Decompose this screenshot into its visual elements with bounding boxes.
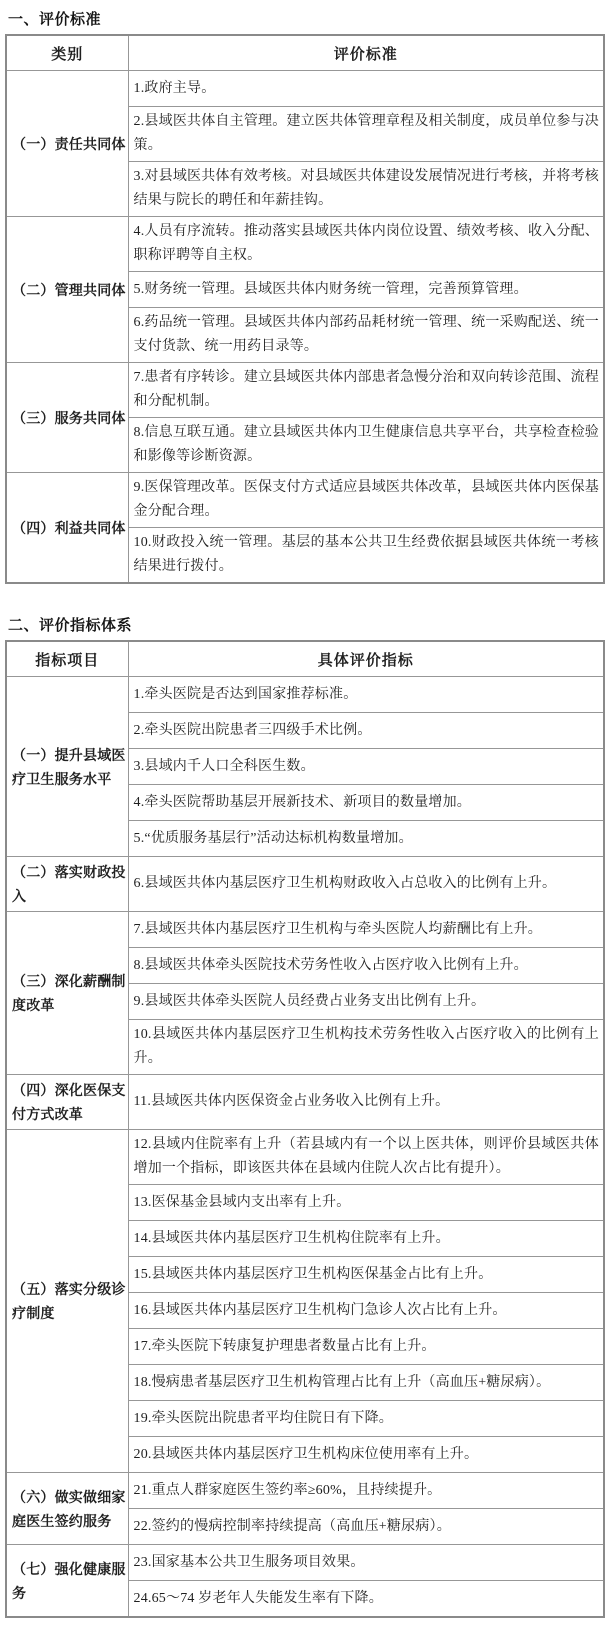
table-row — [6, 677, 604, 713]
indicator-cell: 9.县域医共体牵头医院人员经费占业务支出比例有上升。 — [128, 984, 604, 1020]
section1-title: 一、评价标准 — [8, 11, 102, 28]
header-cell-standard: 评价标准 — [128, 35, 604, 71]
category-cell: （四）深化医保支付方式改革 — [6, 1075, 128, 1130]
category-cell: （三）服务共同体 — [6, 363, 128, 473]
category-cell: （六）做实做细家庭医生签约服务 — [6, 1473, 128, 1545]
indicator-cell: 17.牵头医院下转康复护理患者数量占比有上升。 — [128, 1329, 604, 1365]
indicator-cell: 4.牵头医院帮助基层开展新技术、新项目的数量增加。 — [128, 785, 604, 821]
category-cell: （二）落实财政投入 — [6, 857, 128, 912]
indicator-cell: 20.县域医共体内基层医疗卫生机构床位使用率有上升。 — [128, 1437, 604, 1473]
criteria-cell: 8.信息互联互通。建立县域医共体内卫生健康信息共享平台，共享检查检验和影像等诊断资源。 — [128, 418, 604, 473]
table-row — [6, 912, 604, 948]
indicator-cell: 14.县域医共体内基层医疗卫生机构住院率有上升。 — [128, 1221, 604, 1257]
indicator-cell: 1.牵头医院是否达到国家推荐标准。 — [128, 677, 604, 713]
table-row — [6, 473, 604, 528]
criteria-cell: 1.政府主导。 — [128, 71, 604, 107]
indicator-cell: 16.县域医共体内基层医疗卫生机构门急诊人次占比有上升。 — [128, 1293, 604, 1329]
criteria-cell: 10.财政投入统一管理。基层的基本公共卫生经费依据县域医共体统一考核结果进行拨付。 — [128, 528, 604, 584]
table-row — [6, 1130, 604, 1185]
indicator-cell: 24.65～74 岁老年人失能发生率有下降。 — [128, 1581, 604, 1618]
table-row — [6, 1473, 604, 1509]
header-cell-indicator-project: 指标项目 — [6, 641, 128, 677]
evaluation-standards-table — [5, 34, 605, 584]
category-cell: （七）强化健康服务 — [6, 1545, 128, 1618]
indicator-cell: 18.慢病患者基层医疗卫生机构管理占比有上升（高血压+糖尿病）。 — [128, 1365, 604, 1401]
header-cell-specific-indicator: 具体评价指标 — [128, 641, 604, 677]
indicator-cell: 10.县域医共体内基层医疗卫生机构技术劳务性收入占医疗收入的比例有上升。 — [128, 1020, 604, 1075]
table-row — [6, 1545, 604, 1581]
category-cell: （三）深化薪酬制度改革 — [6, 912, 128, 1075]
indicator-cell: 12.县域内住院率有上升（若县域内有一个以上医共体，则评价县域医共体增加一个指标，即该医共体在县域内住院人次占比有提升）。 — [128, 1130, 604, 1185]
indicator-cell: 7.县域医共体内基层医疗卫生机构与牵头医院人均薪酬比有上升。 — [128, 912, 604, 948]
indicator-cell: 3.县域内千人口全科医生数。 — [128, 749, 604, 785]
table-row — [6, 71, 604, 107]
criteria-cell: 5.财务统一管理。县域医共体内财务统一管理，完善预算管理。 — [128, 272, 604, 308]
indicator-cell: 21.重点人群家庭医生签约率≥60%，且持续提升。 — [128, 1473, 604, 1509]
section2-title: 二、评价指标体系 — [8, 617, 133, 634]
criteria-cell: 2.县域医共体自主管理。建立医共体管理章程及相关制度，成员单位参与决策。 — [128, 107, 604, 162]
criteria-cell: 4.人员有序流转。推动落实县域医共体内岗位设置、绩效考核、收入分配、职称评聘等自主权。 — [128, 217, 604, 272]
indicator-cell: 2.牵头医院出院患者三四级手术比例。 — [128, 713, 604, 749]
indicator-cell: 5.“优质服务基层行”活动达标机构数量增加。 — [128, 821, 604, 857]
table-header-row — [6, 641, 604, 677]
indicator-cell: 13.医保基金县域内支出率有上升。 — [128, 1185, 604, 1221]
indicator-cell: 11.县域医共体内医保资金占业务收入比例有上升。 — [128, 1075, 604, 1130]
category-cell: （一）提升县域医疗卫生服务水平 — [6, 677, 128, 857]
indicator-cell: 6.县域医共体内基层医疗卫生机构财政收入占总收入的比例有上升。 — [128, 857, 604, 912]
table-row — [6, 217, 604, 272]
indicator-cell: 22.签约的慢病控制率持续提高（高血压+糖尿病）。 — [128, 1509, 604, 1545]
category-cell: （一）责任共同体 — [6, 71, 128, 217]
criteria-cell: 3.对县域医共体有效考核。对县域医共体建设发展情况进行考核，并将考核结果与院长的聘任和年薪挂钩。 — [128, 162, 604, 217]
criteria-cell: 7.患者有序转诊。建立县域医共体内部患者急慢分治和双向转诊范围、流程和分配机制。 — [128, 363, 604, 418]
table-row — [6, 857, 604, 912]
indicator-system-table — [5, 640, 605, 1618]
header-cell-category: 类别 — [6, 35, 128, 71]
table-row — [6, 363, 604, 418]
indicator-cell: 8.县域医共体牵头医院技术劳务性收入占医疗收入比例有上升。 — [128, 948, 604, 984]
criteria-cell: 9.医保管理改革。医保支付方式适应县域医共体改革，县域医共体内医保基金分配合理。 — [128, 473, 604, 528]
indicator-cell: 23.国家基本公共卫生服务项目效果。 — [128, 1545, 604, 1581]
category-cell: （四）利益共同体 — [6, 473, 128, 584]
category-cell: （二）管理共同体 — [6, 217, 128, 363]
category-cell: （五）落实分级诊疗制度 — [6, 1130, 128, 1473]
criteria-cell: 6.药品统一管理。县域医共体内部药品耗材统一管理、统一采购配送、统一支付货款、统一用药目录等。 — [128, 308, 604, 363]
table-header-row — [6, 35, 604, 71]
indicator-cell: 19.牵头医院出院患者平均住院日有下降。 — [128, 1401, 604, 1437]
table-row — [6, 1075, 604, 1130]
indicator-cell: 15.县域医共体内基层医疗卫生机构医保基金占比有上升。 — [128, 1257, 604, 1293]
